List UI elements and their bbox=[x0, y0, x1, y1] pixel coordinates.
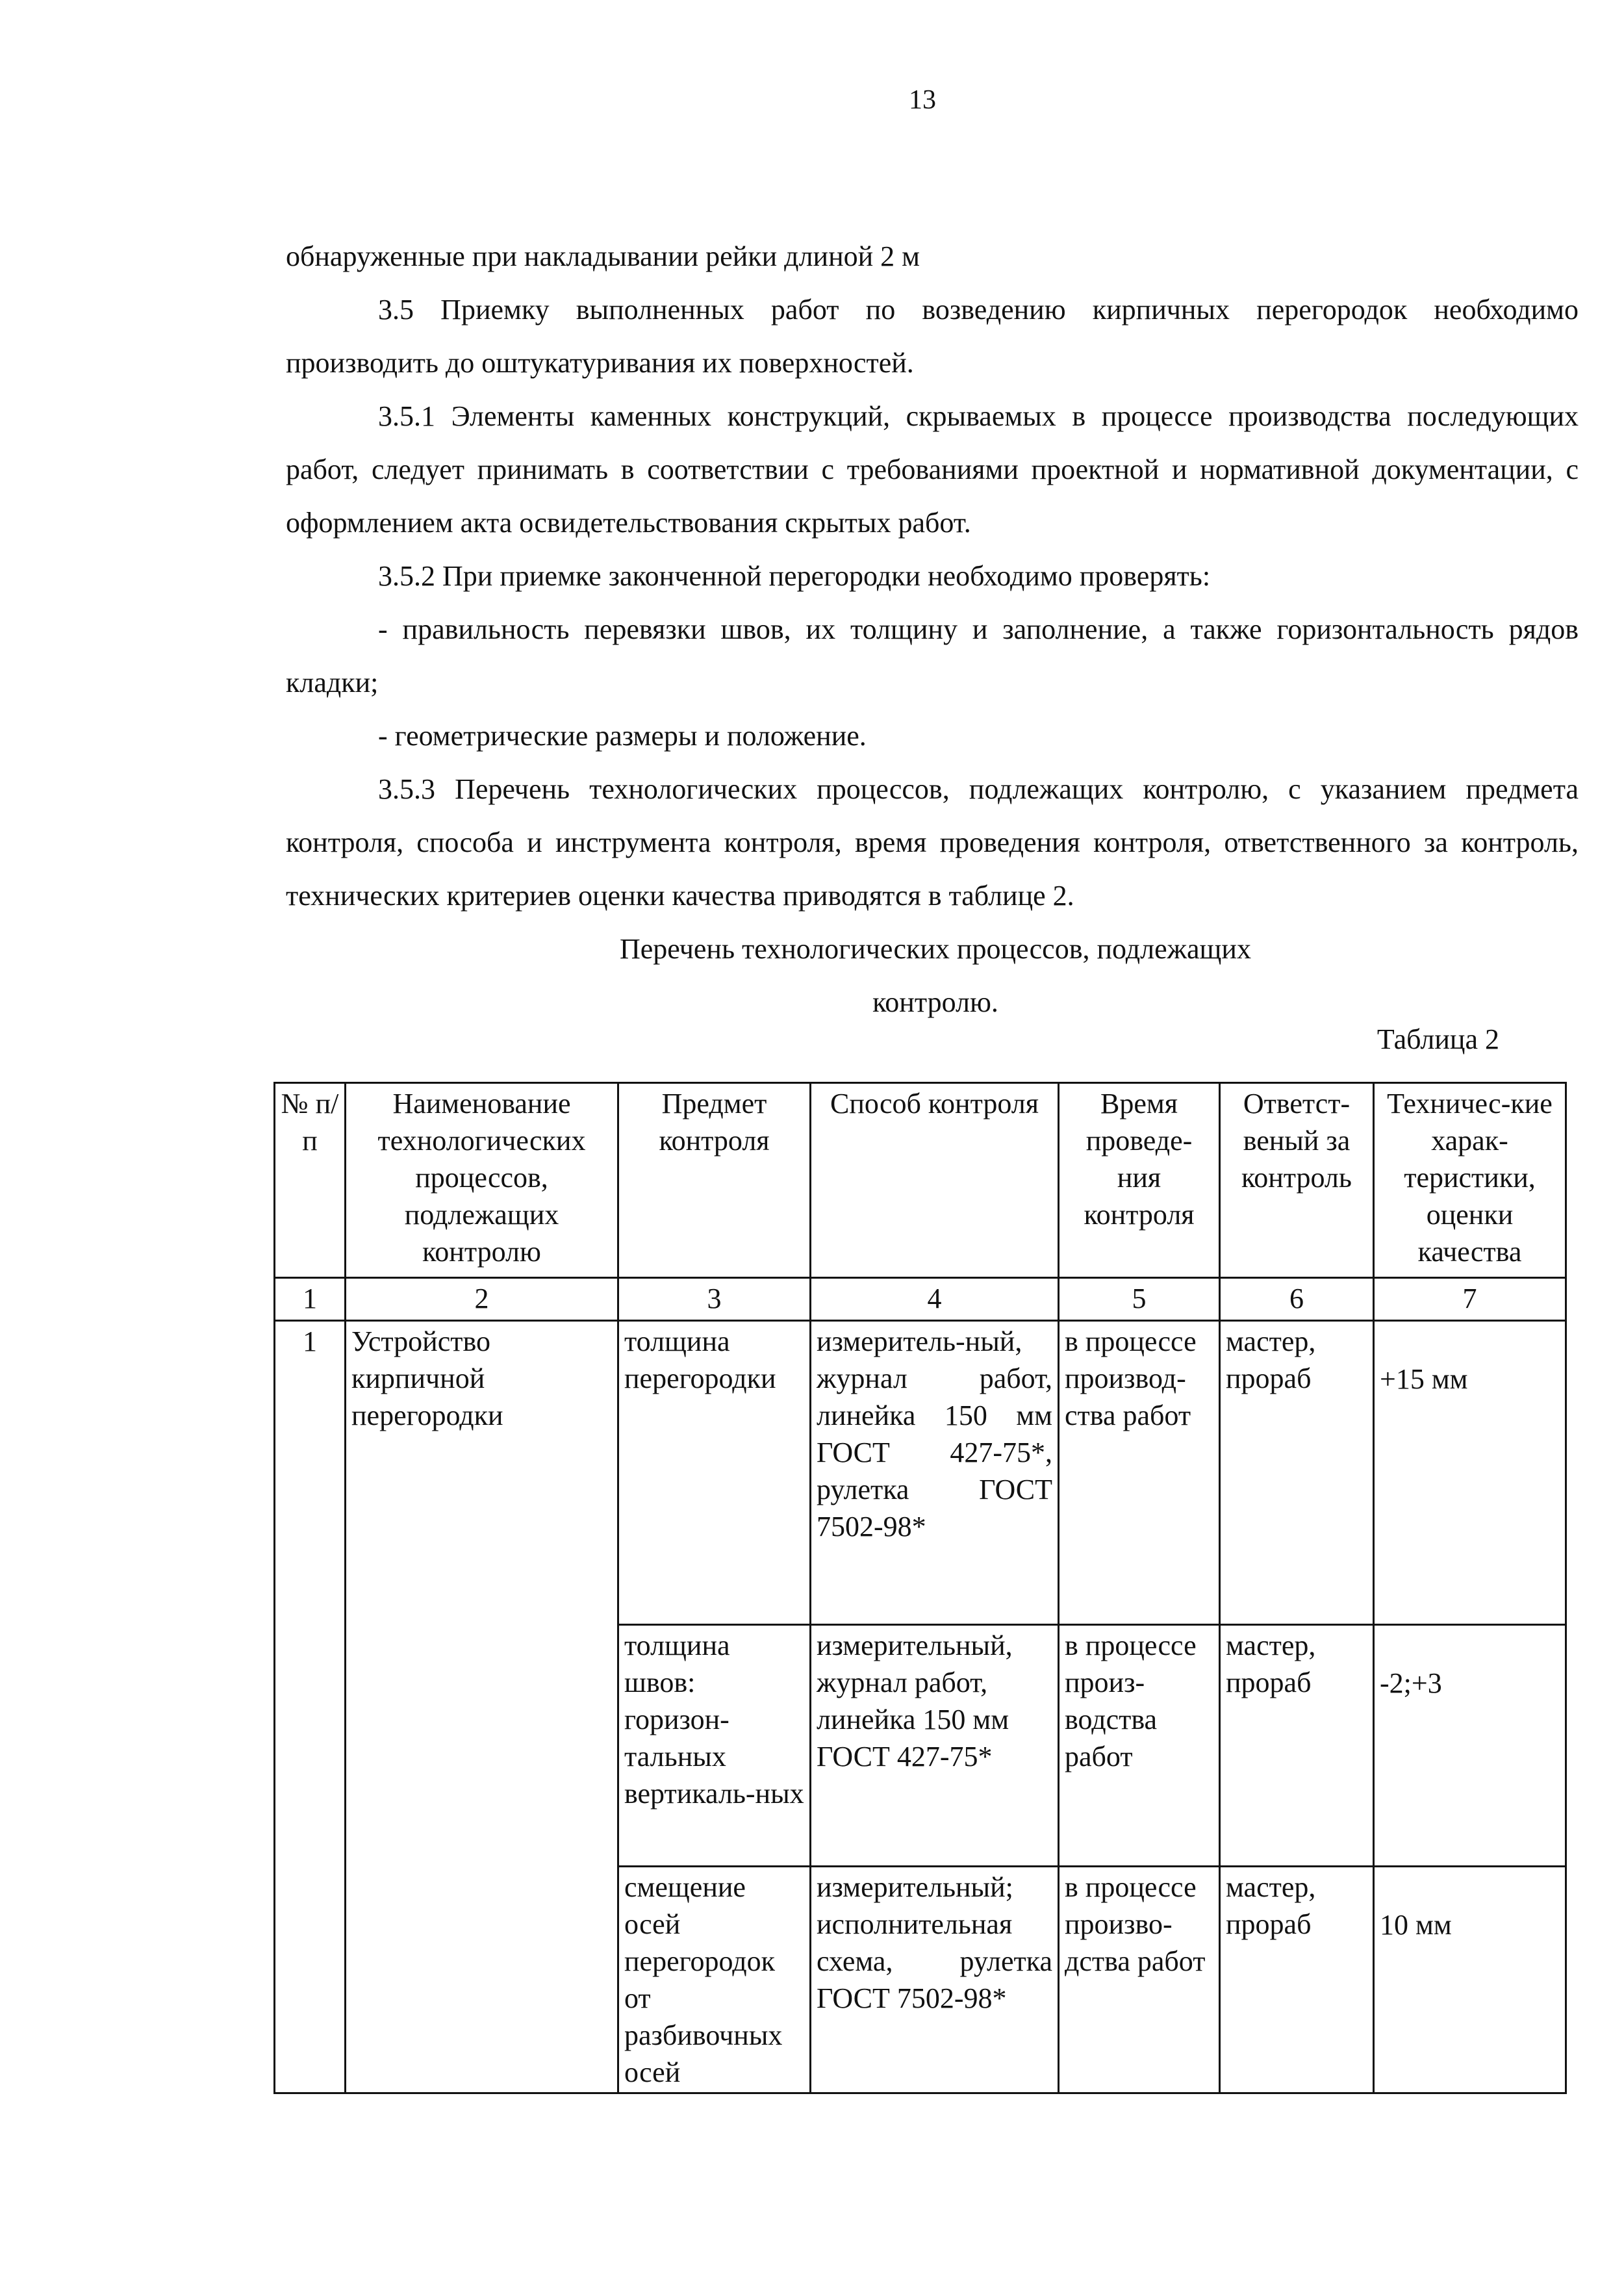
control-subject: смещение осей перегородок от разбивочных осей bbox=[618, 1867, 811, 2093]
table-header-row bbox=[275, 1083, 1566, 1278]
row-number: 1 bbox=[275, 1321, 346, 2093]
control-method: измерительный, журнал работ, линейка 150 мм ГОСТ 427-75* bbox=[811, 1625, 1059, 1867]
control-subject: толщина швов: горизон-тальных вертикаль-ных bbox=[618, 1625, 811, 1867]
column-number: 7 bbox=[1374, 1278, 1566, 1321]
table-row bbox=[275, 1321, 1566, 1625]
control-subject: толщина перегородки bbox=[618, 1321, 811, 1625]
paragraph-continuation: обнаруженные при накладывании рейки длиной 2 м bbox=[286, 240, 920, 272]
control-responsible: мастер, прораб bbox=[1220, 1321, 1374, 1625]
header-responsible: Ответст-веный за контроль bbox=[1220, 1083, 1374, 1278]
column-number: 2 bbox=[346, 1278, 618, 1321]
column-number: 4 bbox=[811, 1278, 1059, 1321]
control-responsible: мастер, прораб bbox=[1220, 1867, 1374, 2093]
control-time: в процессе произво-дства работ bbox=[1059, 1867, 1220, 2093]
list-item-geometry: - геометрические размеры и положение. bbox=[378, 720, 867, 752]
header-subject: Предмет контроля bbox=[618, 1083, 811, 1278]
control-criteria: 10 мм bbox=[1374, 1867, 1566, 2093]
header-criteria: Техничес-кие харак-теристики, оценки качества bbox=[1374, 1083, 1566, 1278]
paragraph-3-5-3: 3.5.3 Перечень технологических процессов, подлежащих контролю, с указанием предмета контроля, способа и инструмента контроля, время проведения контроля, ответственного за контроль, технических критериев оценки качества приводятся в таблице 2. bbox=[286, 773, 1579, 912]
column-number: 3 bbox=[618, 1278, 811, 1321]
process-name: Устройство кирпичной перегородки bbox=[346, 1321, 618, 2093]
paragraph-3-5-1: 3.5.1 Элементы каменных конструкций, скрываемых в процессе производства последующих работ, следует принимать в соответствии с требованиями проектной и нормативной документации, с оформлением акта освидетельствования скрытых работ. bbox=[286, 400, 1579, 539]
control-time: в процессе произ-водства работ bbox=[1059, 1625, 1220, 1867]
list-item-seams: - правильность перевязки швов, их толщину и заполнение, а также горизонтальность рядов кладки; bbox=[286, 613, 1579, 698]
control-method: измеритель-ный, журнал работ, линейка 150 мм ГОСТ 427-75*, рулетка ГОСТ 7502-98* bbox=[811, 1321, 1059, 1625]
page-number: 13 bbox=[909, 85, 936, 115]
control-criteria: -2;+3 bbox=[1374, 1625, 1566, 1867]
control-responsible: мастер, прораб bbox=[1220, 1625, 1374, 1867]
column-number: 6 bbox=[1220, 1278, 1374, 1321]
table-caption-line1: Перечень технологических процессов, подлежащих bbox=[620, 933, 1251, 965]
control-time: в процессе производ-ства работ bbox=[1059, 1321, 1220, 1625]
header-num: № п/п bbox=[275, 1083, 346, 1278]
column-number: 1 bbox=[275, 1278, 346, 1321]
column-number-row bbox=[275, 1278, 1566, 1321]
paragraph-3-5: 3.5 Приемку выполненных работ по возведению кирпичных перегородок необходимо производить до оштукатуривания их поверхностей. bbox=[286, 294, 1579, 379]
header-process: Наименование технологических процессов, подлежащих контролю bbox=[346, 1083, 618, 1278]
table-label: Таблица 2 bbox=[1377, 1023, 1499, 1055]
header-method: Способ контроля bbox=[811, 1083, 1059, 1278]
table-caption-line2: контролю. bbox=[872, 986, 998, 1018]
control-method: измерительный; исполнительная схема, рулетка ГОСТ 7502-98* bbox=[811, 1867, 1059, 2093]
column-number: 5 bbox=[1059, 1278, 1220, 1321]
control-criteria: +15 мм bbox=[1374, 1321, 1566, 1625]
paragraph-3-5-2: 3.5.2 При приемке законченной перегородки необходимо проверять: bbox=[378, 560, 1211, 592]
header-time: Время проведе-ния контроля bbox=[1059, 1083, 1220, 1278]
control-table bbox=[273, 1082, 1567, 2094]
